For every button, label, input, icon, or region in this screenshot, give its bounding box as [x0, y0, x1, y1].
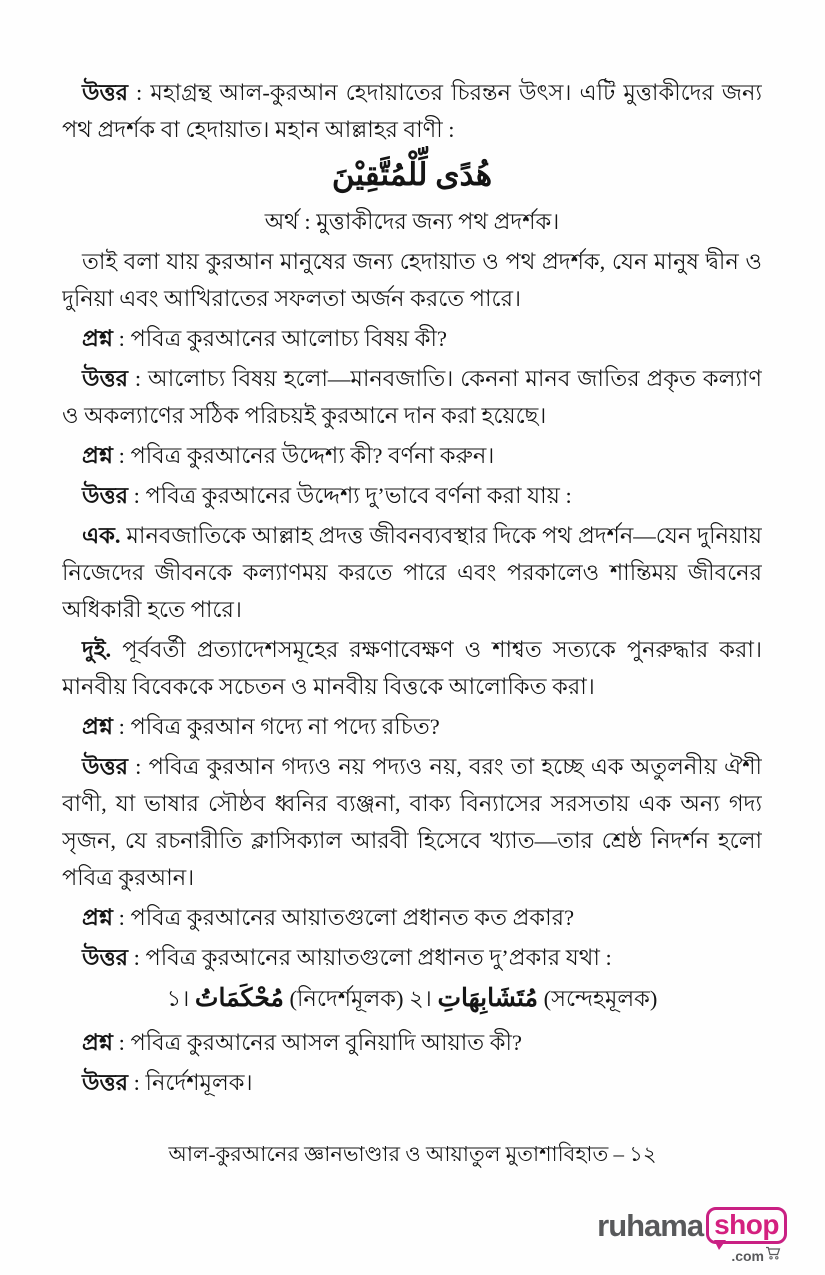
question-paragraph — [62, 708, 762, 745]
answer-paragraph — [62, 477, 762, 514]
paragraph-text: : পবিত্র কুরআনের আয়াতগুলো প্রধানত কত প্রকার? — [112, 905, 575, 930]
paragraph-text: : নির্দেশমূলক। — [128, 1070, 253, 1095]
question-label: প্রশ্ন — [82, 714, 113, 739]
numbered-point-two — [62, 631, 762, 705]
logo-ruhama-text: ruhama — [597, 1207, 704, 1243]
arabic-term-mutashabihat: مُتَشَابِهَاتِ — [437, 985, 538, 1012]
body-paragraph — [62, 243, 762, 317]
paragraph-text: মানবজাতিকে আল্লাহ প্রদত্ত জীবনব্যবস্থার দিকে পথ প্রদর্শন—যেন দুনিয়ায় নিজেদের জীবনকে কল্যাণময় করতে পারে এবং পরকালেও শান্তিময় জীবনের অধিকারী হতে পারে। — [62, 523, 762, 622]
logo-domain-row — [607, 1246, 787, 1265]
answer-paragraph — [62, 1064, 762, 1101]
question-paragraph — [62, 899, 762, 936]
question-label: প্রশ্ন — [82, 443, 113, 468]
verse-meaning: অর্থ : মুত্তাকীদের জন্য পথ প্রদর্শক। — [264, 209, 560, 234]
page-content — [62, 74, 762, 1104]
answer-paragraph — [62, 748, 762, 896]
answer-label: উত্তর — [82, 366, 128, 391]
answer-label: উত্তর — [82, 483, 128, 508]
arabic-term-muhkamat: مُحْكَمَاتُ — [194, 985, 284, 1012]
paragraph-text: : পবিত্র কুরআনের উদ্দেশ্য দু’ভাবে বর্ণনা করা যায় : — [128, 483, 572, 508]
term-gloss: (নিদের্শমূলক) — [289, 986, 404, 1011]
paragraph-text: : মহাগ্রন্থ আল-কুরআন হেদায়াতের চিরন্তন উৎস। এটি মুত্তাকীদের জন্য পথ প্রদর্শক বা হেদায়াত। মহান আল্লাহর বাণী : — [62, 80, 762, 142]
logo-domain-text: .com — [731, 1247, 764, 1264]
paragraph-text: তাই বলা যায় কুরআন মানুষের জন্য হেদায়াত ও পথ প্রদর্শক, যেন মানুষ দ্বীন ও দুনিয়া এবং আখিরাতের সফলতা অর্জন করতে পারে। — [62, 249, 762, 311]
paragraph-text: পূর্ববর্তী প্রত্যাদেশসমূহের রক্ষণাবেক্ষণ ও শাশ্বত সত্যকে পুনরুদ্ধার করা। মানবীয় বিবেককে সচেতন ও মানবীয় বিত্তকে আলোকিত করা। — [62, 637, 762, 699]
term-gloss: (সন্দেহমূলক) — [543, 986, 658, 1011]
question-paragraph — [62, 320, 762, 357]
answer-paragraph — [62, 360, 762, 434]
question-label: প্রশ্ন — [82, 326, 113, 351]
paragraph-text: : আলোচ্য বিষয় হলো—মানবজাতি। কেননা মানব জাতির প্রকৃত কল্যাণ ও অকল্যাণের সঠিক পরিচয়ই কুরআনে দান করা হয়েছে। — [62, 366, 762, 428]
arabic-verse: هُدًى لِّلْمُتَّقِيْنَ — [331, 157, 493, 192]
term-number: ২। — [409, 986, 432, 1011]
question-paragraph — [62, 437, 762, 474]
paragraph-text: : পবিত্র কুরআনের উদ্দেশ্য কী? বর্ণনা করুন। — [112, 443, 495, 468]
paragraph-text: : পবিত্র কুরআন গদ্যও নয় পদ্যও নয়, বরং তা হচ্ছে এক অতুলনীয় ঐশী বাণী, যা ভাষার সৌষ্ঠব ধ্বনির ব্যঞ্জনা, বাক্য বিন্যাসের সরসতায় এক অন্য গদ্য সৃজন, যে রচনারীতি ক্লাসিক্যাল আরবী হিসেবে খ্যাত—তার শ্রেষ্ঠ নিদর্শন হলো পবিত্র কুরআন। — [62, 754, 762, 890]
ruhamashop-logo — [597, 1207, 787, 1265]
answer-label: উত্তর — [82, 754, 128, 779]
logo-wordmark — [597, 1207, 787, 1244]
list-marker: এক. — [82, 523, 121, 548]
paragraph-text: : পবিত্র কুরআন গদ্যে না পদ্যে রচিত? — [112, 714, 440, 739]
paragraph-text: : পবিত্র কুরআনের আলোচ্য বিষয় কী? — [112, 326, 447, 351]
logo-shop-bubble — [706, 1207, 787, 1244]
answer-label: উত্তর — [82, 945, 128, 970]
answer-paragraph — [62, 74, 762, 148]
answer-paragraph — [62, 939, 762, 976]
ayat-types-line — [62, 980, 762, 1017]
logo-shop-text: shop — [714, 1209, 779, 1240]
numbered-point-one — [62, 517, 762, 628]
list-marker: দুই. — [82, 637, 112, 662]
question-label: প্রশ্ন — [82, 905, 113, 930]
question-label: প্রশ্ন — [82, 1030, 113, 1055]
answer-label: উত্তর — [82, 1070, 128, 1095]
page-footer-title: আল-কুরআনের জ্ঞানভাণ্ডার ও আয়াতুল মুতাশাবিহাত – ১২ — [168, 1142, 657, 1166]
paragraph-text: : পবিত্র কুরআনের আসল বুনিয়াদি আয়াত কী? — [112, 1030, 522, 1055]
paragraph-text: : পবিত্র কুরআনের আয়াতগুলো প্রধানত দু’প্রকার যথা : — [128, 945, 612, 970]
question-paragraph — [62, 1024, 762, 1061]
cart-icon — [765, 1246, 781, 1265]
answer-label: উত্তর — [82, 80, 128, 105]
term-number: ১। — [166, 986, 190, 1011]
